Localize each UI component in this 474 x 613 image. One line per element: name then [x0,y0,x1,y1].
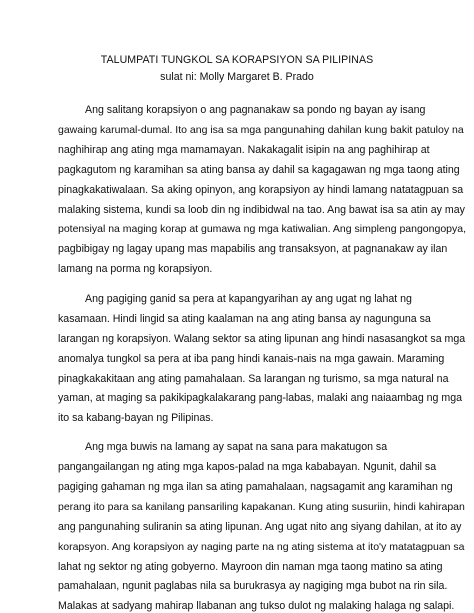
paragraph-2-line-4: anomalya tungkol sa pera at iba pang hindi kanais-nais na mga gawain. Maraming [58,353,445,365]
paragraph-1-line-7: potensiyal na maging korap at gumawa ng mga katiwalian. Ang simpleng pangongopya, [58,223,467,235]
paragraph-3-line-8: pamahalaan, ngunit paglabas nila sa burukrasya ay nagiging mga bubot na rin sila. [58,580,448,592]
paragraph-1-line-5: pinagkakatiwalaan. Sa aking opinyon, ang korapsiyon ay hindi lamang natatagpuan sa [58,184,464,196]
paragraph-2-line-3: larangan ng korapsiyon. Walang sektor sa ating lipunan ang hindi nasasangkot sa mga [58,333,466,345]
paragraph-3-line-5: ang pangunahing suliranin sa ating lipunan. Ang ugat nito ang siyang dahilan, at ito ay [58,521,462,533]
paragraph-3-line-2: pangangailangan ng ating mga kapos-palad na mga kababayan. Ngunit, dahil sa [58,461,437,473]
paragraph-2-line-5: pinagkakakitaan ang ating pamahalaan. Sa larangan ng turismo, sa mga natural na [58,373,449,385]
paragraph-2-line-2: kasamaan. Hindi lingid sa ating kaalaman na ang ating bansa ay nagunguna sa [58,313,431,325]
document-byline: sulat ni: Molly Margaret B. Prado [160,71,314,83]
paragraph-3-line-1: Ang mga buwis na lamang ay sapat na sana para makatugon sa [85,441,388,453]
paragraph-1-line-9: lamang na porma ng korapsiyon. [58,263,213,275]
paragraph-3-line-7: lahat ng sektor ng ating gobyerno. Mayroon din naman mga taong matino sa ating [58,561,443,573]
paragraph-1-line-1: Ang salitang korapsiyon o ang pagnanakaw sa pondo ng bayan ay isang [85,104,426,116]
paragraph-2-line-1: Ang pagiging ganid sa pera at kapangyarihan ay ang ugat ng lahat ng [85,293,412,305]
paragraph-3-line-6: korapsyon. Ang korapsiyon ay naging parte na ng ating sistema at ito'y matatagpuan sa [58,541,465,553]
paragraph-1-line-4: pagkagutom ng karamihan sa ating bansa ay dahil sa kagagawan ng mga taong ating [58,164,460,176]
paragraph-1-line-8: pagbibigay ng lagay upang mas mapabilis ang transaksyon, at pagnanakaw ay ilan [58,243,448,255]
paragraph-1-line-3: naghihirap ang ating mga mamamayan. Nakakagalit isipin na ang paghihirap at [58,144,430,156]
paragraph-2-line-7: ito sa kabang-bayan ng Pilipinas. [58,412,214,424]
paragraph-3-line-9: Malakas at sadyang mahirap llabanan ang tukso dulot ng malaking halaga ng salapi. [58,600,455,612]
paragraph-2-line-6: yaman, at maging sa pakikipagkalakarang pang-labas, malaki ang naiaambag ng mga [58,392,462,404]
paragraph-1-line-6: malaking sistema, kundi sa loob din ng indibidwal na tao. Ang bawat isa sa atin ay may [58,204,465,216]
paragraph-3-line-4: perang ito para sa kanilang pansariling kapakanan. Kung ating susuriin, hindi kahirapan [58,501,465,513]
paragraph-1-line-2: gawaing karumal-dumal. Ito ang isa sa mga pangunahing dahilan kung bakit patuloy na [58,124,464,136]
paragraph-3-line-3: pagiging gahaman ng mga ilan sa ating pamahalaan, nagsagamit ang karamihan ng [58,481,453,493]
document-title: TALUMPATI TUNGKOL SA KORAPSIYON SA PILIPINAS [100,54,374,66]
